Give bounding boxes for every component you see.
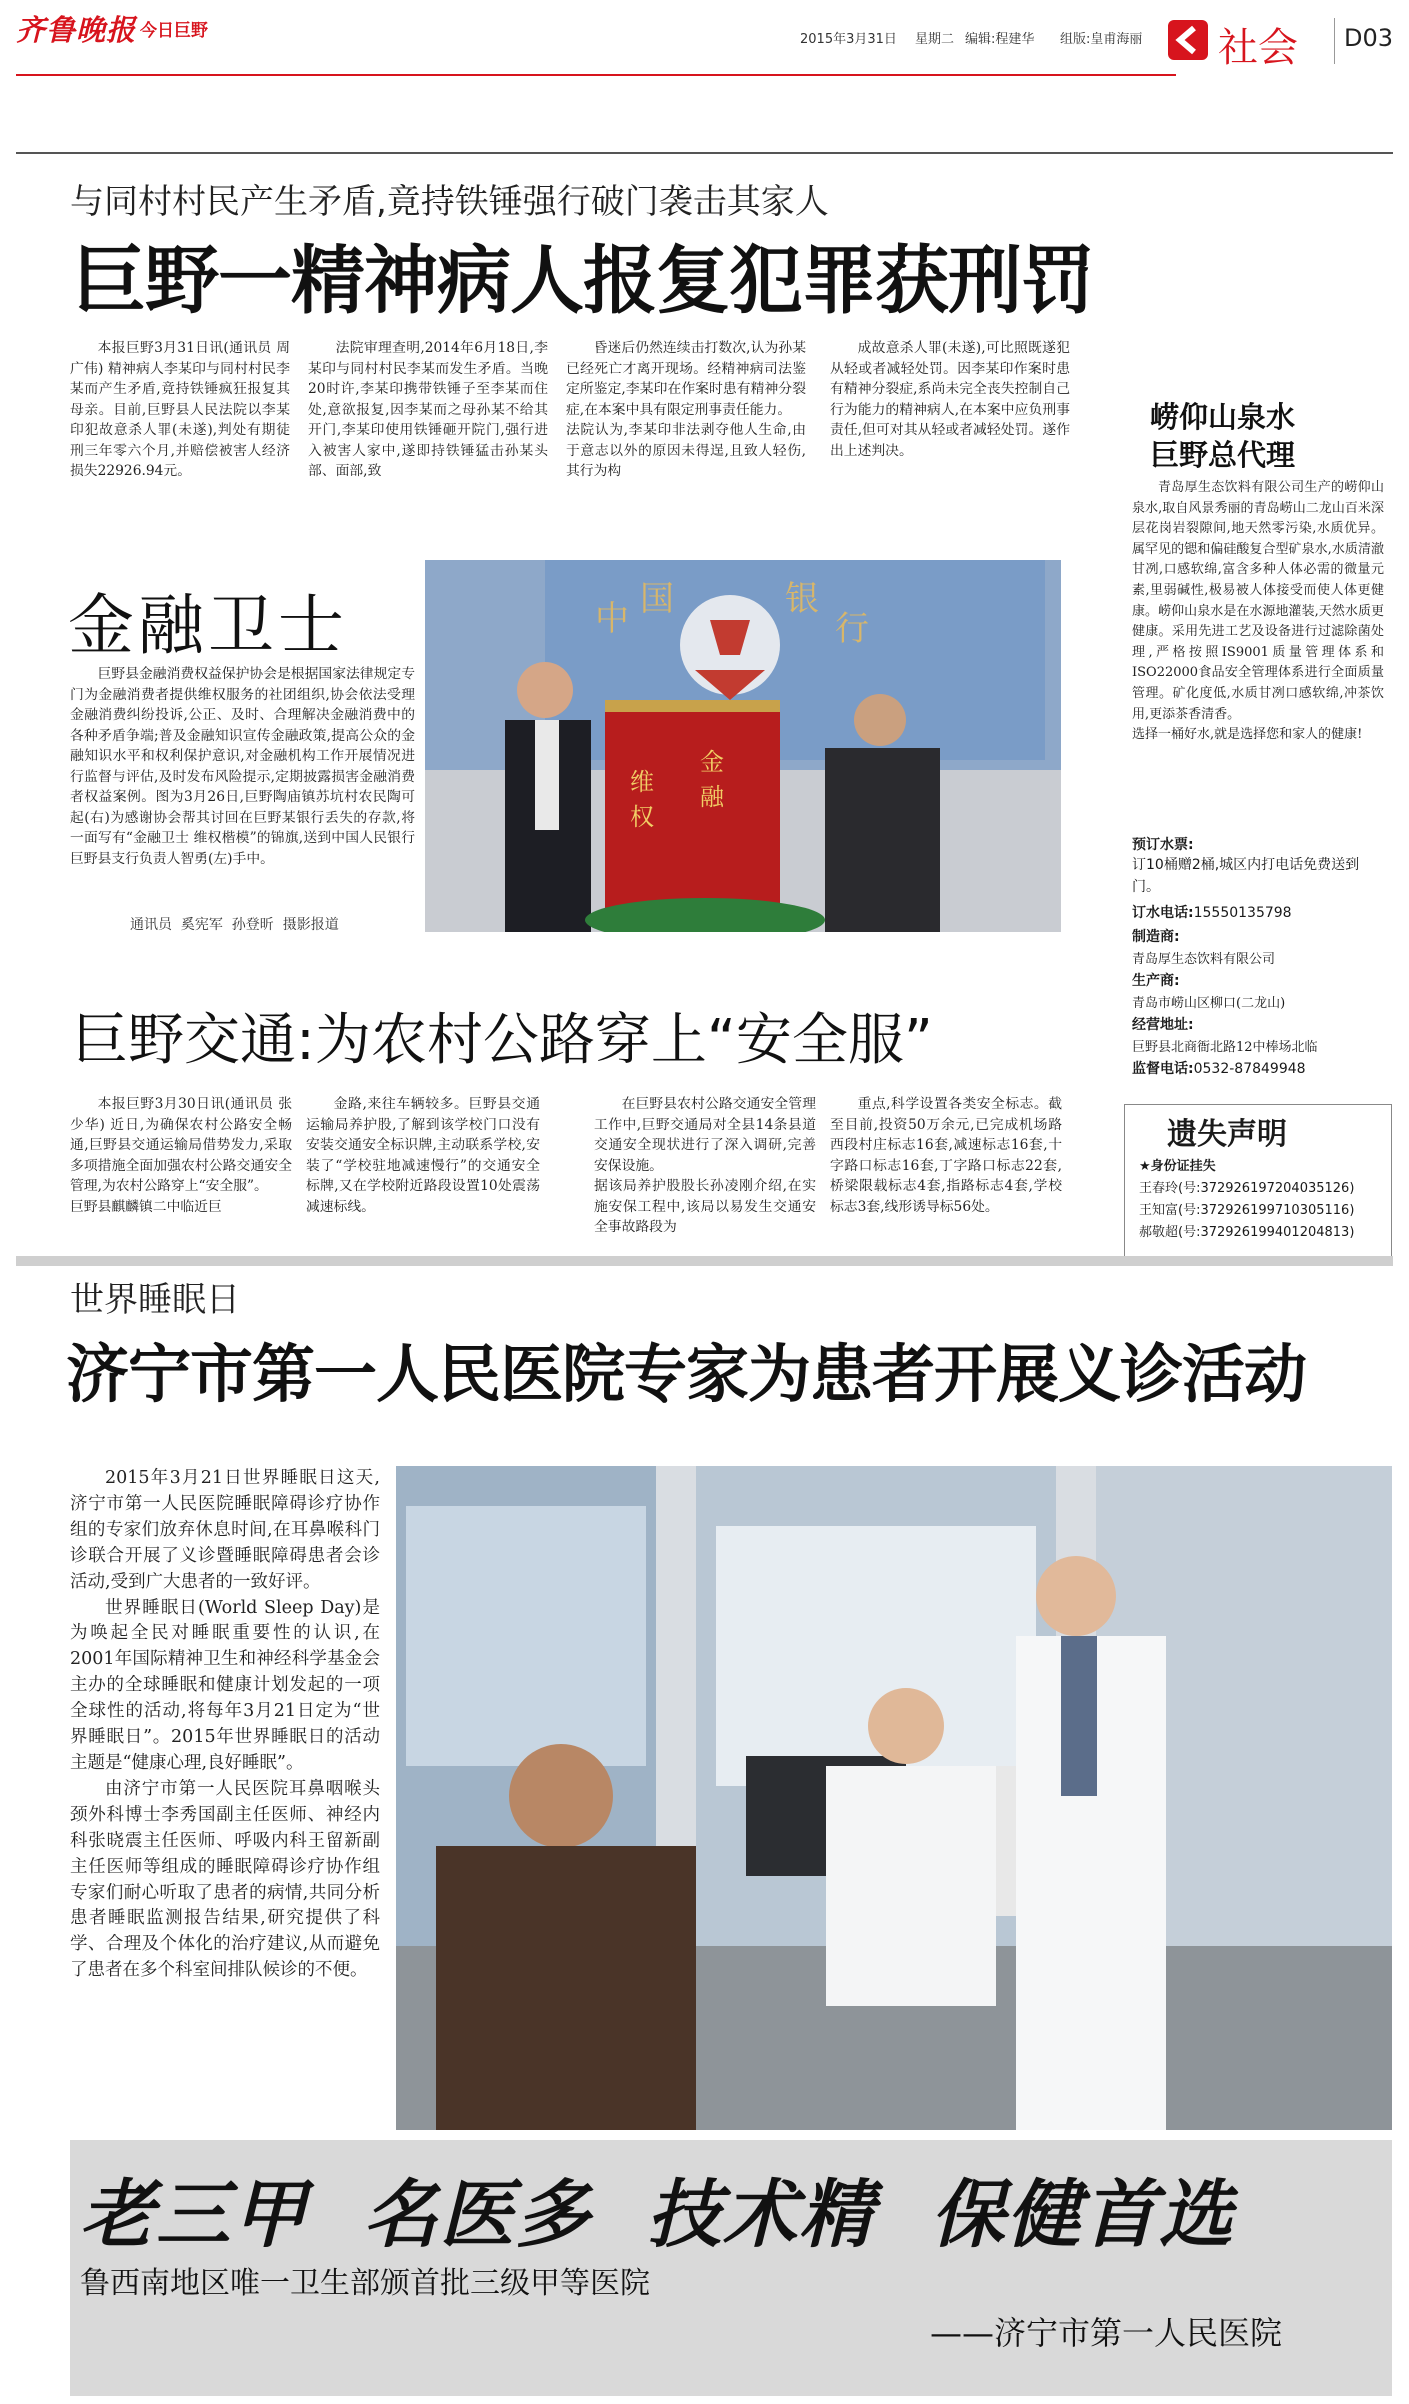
ad-maker-label: 制造商: xyxy=(1132,929,1180,945)
masthead xyxy=(0,0,1409,80)
article3-col2: 金路,来往车辆较多。巨野县交通运输局养护股,了解到该学校门口没有安装交通安全标识牌,主动联系学校,安装了“学校驻地减速慢行”的交通安全标牌,又在学校附近路段设置10处震荡减速标线。 xyxy=(306,1096,540,1215)
ad-origin: 青岛市崂山区柳口(二龙山) xyxy=(1132,996,1286,1011)
masthead-rule xyxy=(16,74,1176,76)
ad-address: 巨野县北商衙北路12中棒场北临 xyxy=(1132,1040,1318,1055)
banner-sub: 鲁西南地区唯一卫生部颁首批三级甲等医院 xyxy=(80,2266,650,2301)
section-logo xyxy=(1168,20,1208,60)
article2-photo xyxy=(425,560,1061,932)
section-arrow-icon xyxy=(1168,20,1208,60)
article1-subtitle: 与同村村民产生矛盾,竟持铁锤强行破门袭击其家人 xyxy=(70,182,829,222)
article3-col4: 重点,科学设置各类安全标志。截至目前,投资50万余元,已完成机场路西段村庄标志16套,减速标志16套,十字路口标志16套,丁字路口标志22套,桥梁限载标志4套,指路标志4套,学校标志3套,线形诱导标56处。 xyxy=(830,1096,1062,1215)
lost-notice xyxy=(1124,1104,1392,1262)
article4-para: 2015年3月21日世界睡眠日这天,济宁市第一人民医院睡眠障碍诊疗协作组的专家们放弃休息时间,在耳鼻喉科门诊联合开展了义诊暨睡眠障碍患者会诊活动,受到广大患者的一致好评。 xyxy=(70,1468,380,1592)
svg-text:融: 融 xyxy=(700,783,724,811)
mid-rule xyxy=(16,1256,1393,1266)
article2-headline: 金融卫士 xyxy=(68,587,348,664)
issue-date: 2015年3月31日 xyxy=(800,32,897,47)
article4-body xyxy=(70,1466,380,2126)
page-number: D03 xyxy=(1344,24,1394,52)
svg-text:金: 金 xyxy=(700,748,724,776)
ad-phone xyxy=(1132,902,1292,922)
lost-item: 王知富(号:372926199710305116) xyxy=(1139,1203,1355,1218)
article3-col1: 本报巨野3月30日讯(通讯员 张少华) 近日,为确保农村公路安全畅通,巨野县交通运输局借势发力,采取多项措施全面加强农村公路交通安全管理,为农村公路穿上“安全服”。 巨野县麒麟镇二中临近巨 xyxy=(70,1096,292,1215)
svg-text:维: 维 xyxy=(630,768,654,796)
svg-text:中: 中 xyxy=(595,599,629,639)
clinic-scene xyxy=(396,1466,1392,2130)
article4-para: 由济宁市第一人民医院耳鼻咽喉头颈外科博士李秀国副主任医师、神经内科张晓震主任医师、呼吸内科王留新副主任医师等组成的睡眠障碍诊疗协作组专家们耐心听取了患者的病情,共同分析患者睡眠监测报告结果,研究提供了科学、合理及个体化的治疗建议,从而避免了患者在多个科室间排队候诊的不便。 xyxy=(70,1778,380,1981)
issue-weekday: 星期二 xyxy=(915,32,955,47)
ad-supervise-number: 0532-87849948 xyxy=(1193,1061,1306,1077)
article4-subtitle: 世界睡眠日 xyxy=(70,1280,240,1320)
sidebar-ad xyxy=(1120,378,1390,1090)
article3-col3: 在巨野县农村公路交通安全管理工作中,巨野交通局对全县14条县道交通安全现状进行了深入调研,完善安保设施。 据该局养护股股长孙凌刚介绍,在实施安保工程中,该局以易发生交通安全事故路段为 xyxy=(594,1096,816,1235)
ad-body: 青岛厚生态饮料有限公司生产的崂仰山泉水,取自风景秀丽的青岛崂山二龙山百米深层花岗岩裂隙间,地天然零污染,水质优异。属罕见的锶和偏硅酸复合型矿泉水,水质清澈甘冽,口感软绵,富含多种人体必需的微量元素,里弱碱性,极易被人体接受而使人体更健康。崂仰山泉水是在水源地灌装,天然水质更健康。采用先进工艺及设备进行过滤除菌处理,严格按照IS9001质量管理体系和ISO22000食品安全管理体系进行全面质量管理。矿化度低,水质甘冽口感软绵,冲茶饮用,更添茶香清香。 选择一桶好水,就是选择您和家人的健康! xyxy=(1132,480,1384,743)
svg-text:国: 国 xyxy=(640,579,674,619)
photo-scene xyxy=(425,560,1061,932)
ad-phone-label: 订水电话: xyxy=(1132,905,1194,921)
ad-origin-label: 生产商: xyxy=(1132,973,1180,989)
banner-signature: ——济宁市第一人民医院 xyxy=(930,2314,1283,2352)
section-title: 社会 xyxy=(1218,25,1298,71)
ad-order-label: 预订水票: xyxy=(1132,837,1194,853)
article3-headline: 巨野交通:为农村公路穿上“安全服” xyxy=(72,1008,933,1073)
svg-text:行: 行 xyxy=(835,609,869,649)
article1-headline: 巨野一精神病人报复犯罪获刑罚 xyxy=(72,238,1094,324)
banner-text xyxy=(425,560,426,561)
svg-text:银: 银 xyxy=(785,579,819,619)
article1-col4: 成故意杀人罪(未遂),可比照既遂犯从轻或者减轻处罚。因李某印作案时患有精神分裂症,系尚未完全丧失控制自己行为能力的精神病人,在本案中应负刑事责任,但可对其从轻或者减轻处罚。遂作出上述判决。 xyxy=(830,340,1070,459)
ad-phone-number: 15550135798 xyxy=(1193,905,1292,921)
ad-address-label: 经营地址: xyxy=(1132,1017,1194,1033)
svg-text:权: 权 xyxy=(630,803,654,831)
lost-item: 王春玲(号:372926197204035126) xyxy=(1139,1181,1355,1196)
hospital-banner xyxy=(70,2140,1392,2396)
editor-credit: 编辑:程建华 xyxy=(965,32,1035,47)
top-rule xyxy=(16,152,1393,154)
article1-col3: 昏迷后仍然连续击打数次,认为孙某已经死亡才离开现场。经精神病司法鉴定所鉴定,李某印在作案时患有精神分裂症,在本案中具有限定刑事责任能力。 法院认为,李某印非法剥夺他人生命,由于意志以外的原因未得逞,且致人轻伤,其行为构 xyxy=(566,340,806,479)
ad-title: 崂仰山泉水 巨野总代理 xyxy=(1150,400,1296,472)
lost-sub: ★身份证挂失 xyxy=(1139,1159,1216,1174)
banner-slogan: 老三甲 名医多 技术精 保健首选 xyxy=(80,2172,1235,2258)
lost-item: 郝敬超(号:372926199401204813) xyxy=(1139,1225,1355,1240)
article4-para: 世界睡眠日(World Sleep Day)是为唤起全民对睡眠重要性的认识,在2001年国际精神卫生和神经科学基金会主办的全球睡眠和健康计划发起的一项全球性的活动,将每年3月21日定为“世界睡眠日”。2015年世界睡眠日的活动主题是“健康心理,良好睡眠”。 xyxy=(70,1597,380,1773)
newspaper-logo: 齐鲁晚报 xyxy=(16,13,137,47)
article2-body: 巨野县金融消费权益保护协会是根据国家法律规定专门为金融消费者提供维权服务的社团组织,协会依法受理金融消费纠纷投诉,公正、及时、合理解决金融消费中的各种矛盾争端;普及金融知识宣传金融政策,提高公众的金融知识水平和权利保护意识,对金融机构工作开展情况进行监督与评估,及时发布风险提示,定期披露损害金融消费者权益案例。图为3月26日,巨野陶庙镇苏坑村农民陶可起(右)为感谢协会帮其讨回在巨野某银行丢失的存款,将一面写有“金融卫士 维权楷模”的锦旗,送到中国人民银行巨野县支行负责人智勇(左)手中。 xyxy=(70,666,415,867)
article4-headline: 济宁市第一人民医院专家为患者开展义诊活动 xyxy=(66,1338,1306,1411)
edition-name: 今日巨野 xyxy=(140,21,208,41)
article4-photo xyxy=(396,1466,1392,2130)
ad-maker: 青岛厚生态饮料有限公司 xyxy=(1132,952,1276,967)
article1-col2: 法院审理查明,2014年6月18日,李某印与同村村民李某而发生矛盾。当晚20时许,李某印携带铁锤子至李某而住处,意欲报复,因李某而之母孙某不给其开门,李某印使用铁锤砸开院门,强行进入被害人家中,遂即持铁锤猛击孙某头部、面部,致 xyxy=(308,340,548,479)
article2-byline: 通讯员 奚宪军 孙登昕 摄影报道 xyxy=(130,917,339,933)
ad-order-text: 订10桶赠2桶,城区内打电话免费送到门。 xyxy=(1132,857,1360,895)
lost-title: 遗失声明 xyxy=(1167,1117,1287,1152)
ad-supervise xyxy=(1132,1058,1306,1078)
ad-supervise-label: 监督电话: xyxy=(1132,1061,1194,1077)
article1-col1: 本报巨野3月31日讯(通讯员 周广伟) 精神病人李某印与同村村民李某而产生矛盾,竟持铁锤疯狂报复其母亲。目前,巨野县人民法院以李某印犯故意杀人罪(未遂),判处有期徒刑三年零六个月,并赔偿被害人经济损失22926.94元。 xyxy=(70,340,290,479)
section-divider xyxy=(1334,18,1335,64)
layout-credit: 组版:皇甫海丽 xyxy=(1060,32,1143,47)
